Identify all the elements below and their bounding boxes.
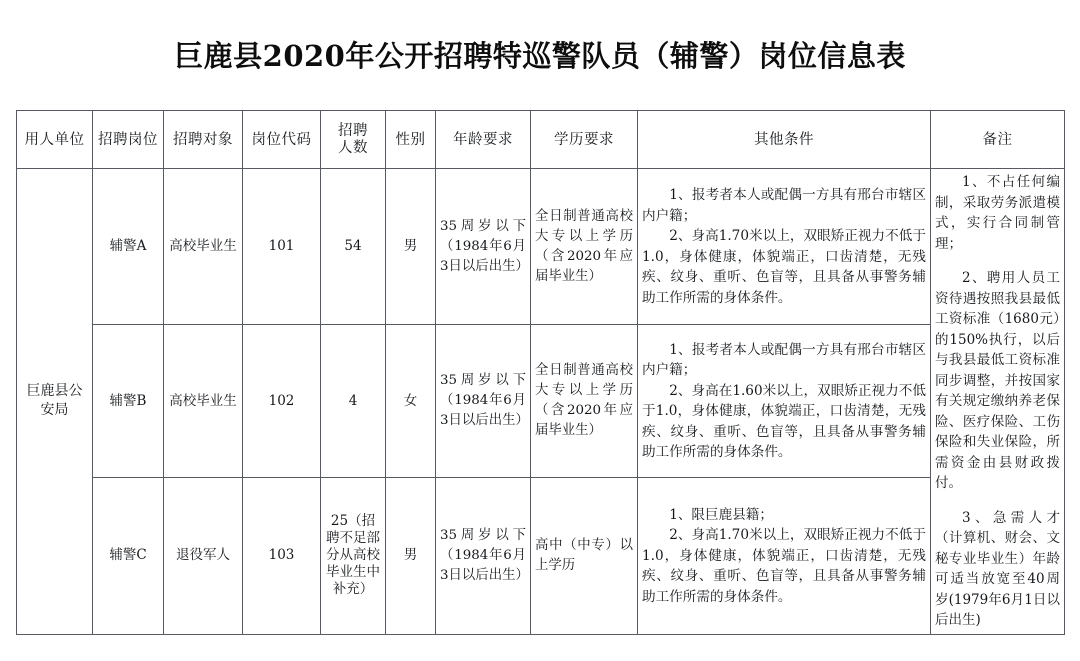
cell-gender: 男: [386, 169, 436, 325]
cell-target: 退役军人: [164, 478, 243, 634]
table-body: [17, 169, 1065, 635]
cell-count: 54: [321, 169, 386, 325]
remark-item-2: 2、聘用人员工资待遇按照我县最低工资标准（1680元）的150%执行，以后与我县最低工资标准同步调整，并按国家有关规定缴纳养老保险、医疗保险、工伤保险和失业保险，所需资金由县财政拨付。: [935, 270, 1060, 491]
cell-post: 辅警C: [93, 478, 164, 634]
column-header-count: [321, 111, 386, 169]
cell-other-conditions: [638, 169, 931, 325]
other-condition-item-1: 1、报考者本人或配偶一方具有邢台市辖区内户籍；: [642, 187, 926, 224]
column-header-other: 其他条件: [638, 111, 931, 169]
cell-post: 辅警A: [93, 169, 164, 325]
cell-education: 高中（中专）以上学历: [531, 478, 638, 634]
cell-age: 35周岁以下（1984年6月3日以后出生）: [436, 478, 531, 634]
cell-age: 35周岁以下（1984年6月3日以后出生）: [436, 169, 531, 325]
table-header-row: [17, 111, 1065, 169]
column-header-target: 招聘对象: [164, 111, 243, 169]
other-condition-item-2: 2、身高1.70米以上，双眼矫正视力不低于1.0，身体健康，体貌端正，口齿清楚，无残疾、纹身、重听、色盲等，且具备从事警务辅助工作所需的身体条件。: [642, 228, 926, 306]
cell-count: 4: [321, 325, 386, 478]
cell-age: 35周岁以下（1984年6月3日以后出生）: [436, 325, 531, 478]
cell-gender: 男: [386, 478, 436, 634]
column-header-gender: 性别: [386, 111, 436, 169]
column-header-unit: 用人单位: [17, 111, 93, 169]
other-condition-item-2: 2、身高1.70米以上，双眼矫正视力不低于1.0，身体健康，体貌端正，口齿清楚，无残疾、纹身、重听、色盲等，且具备从事警务辅助工作所需的身体条件。: [642, 527, 926, 605]
column-header-count-line1: 招聘: [338, 122, 368, 139]
table-row: [17, 325, 1065, 478]
other-condition-item-2: 2、身高在1.60米以上，双眼矫正视力不低于1.0，身体健康，体貌端正，口齿清楚，无残疾、纹身、重听、色盲等，且具备从事警务辅助工作所需的身体条件。: [642, 382, 926, 461]
column-header-post: 招聘岗位: [93, 111, 164, 169]
cell-education: 全日制普通高校大专以上学历（含2020年应届毕业生）: [531, 169, 638, 325]
remark-item-3: 3、急需人才（计算机、财会、文秘专业毕业生）年龄可适当放宽至40周岁(1979年6月1日以后出生): [935, 509, 1060, 628]
table-row: [17, 169, 1065, 325]
table-header: [17, 111, 1065, 169]
cell-code: 101: [243, 169, 321, 325]
cell-unit-name: 巨鹿县公安局: [17, 169, 93, 635]
cell-code: 103: [243, 478, 321, 634]
cell-target: 高校毕业生: [164, 325, 243, 478]
cell-post: 辅警B: [93, 325, 164, 478]
job-info-table-wrapper: [16, 110, 1064, 635]
column-header-code: 岗位代码: [243, 111, 321, 169]
cell-count: 25（招聘不足部分从高校毕业生中补充）: [321, 478, 386, 634]
other-condition-item-1: 1、报考者本人或配偶一方具有邢台市辖区内户籍；: [642, 341, 926, 379]
cell-remark: [931, 169, 1065, 635]
column-header-remark: 备注: [931, 111, 1065, 169]
table-row: [17, 478, 1065, 634]
column-header-education: 学历要求: [531, 111, 638, 169]
cell-target: 高校毕业生: [164, 169, 243, 325]
job-info-table: [16, 110, 1065, 635]
cell-other-conditions: [638, 478, 931, 634]
cell-education: 全日制普通高校大专以上学历（含2020年应届毕业生）: [531, 325, 638, 478]
remark-item-1: 1、不占任何编制，采取劳务派遣模式，实行合同制管理；: [935, 174, 1060, 252]
column-header-age: 年龄要求: [436, 111, 531, 169]
cell-code: 102: [243, 325, 321, 478]
page-title: 巨鹿县2020年公开招聘特巡警队员（辅警）岗位信息表: [174, 39, 906, 73]
cell-gender: 女: [386, 325, 436, 478]
column-header-count-line2: 人数: [338, 139, 368, 156]
other-condition-item-1: 1、限巨鹿县籍；: [669, 506, 773, 523]
cell-other-conditions: [638, 325, 931, 478]
